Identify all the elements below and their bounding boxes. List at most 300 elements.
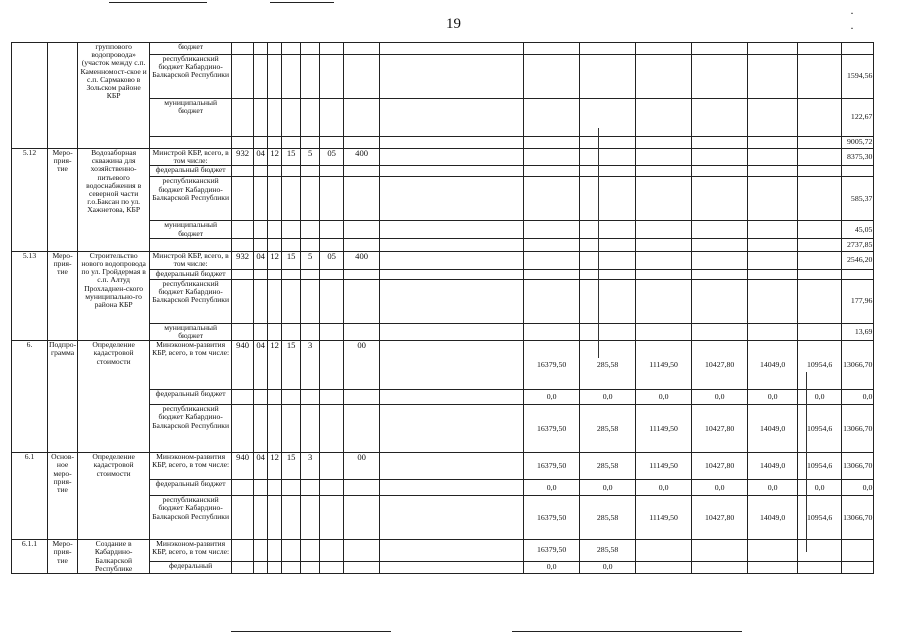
- value-cell: 0,0: [798, 480, 842, 496]
- bottom-rule-left: [231, 631, 391, 632]
- value-cell: [748, 251, 798, 269]
- budget-code: 12: [268, 341, 282, 390]
- row-name: Определение кадастровой стоимости: [78, 453, 150, 540]
- value-cell: [580, 269, 636, 279]
- value-cell: 10954,6: [798, 496, 842, 540]
- budget-code: [232, 137, 254, 149]
- total-cell: [842, 43, 874, 55]
- value-cell: [524, 43, 580, 55]
- budget-code: [344, 43, 380, 55]
- value-cell: [524, 251, 580, 269]
- budget-code: [232, 405, 254, 453]
- value-cell: [748, 55, 798, 99]
- budget-code: 04: [254, 341, 268, 390]
- value-cell: [524, 137, 580, 149]
- value-cell: [636, 238, 692, 251]
- value-cell: 11149,50: [636, 453, 692, 480]
- value-cell: 16379,50: [524, 341, 580, 390]
- budget-code: [268, 55, 282, 99]
- funding-source: федеральный бюджет: [150, 166, 232, 177]
- value-cell: [798, 55, 842, 99]
- budget-code: [320, 390, 344, 405]
- budget-code: [282, 279, 301, 323]
- spacer-cell: [380, 149, 524, 166]
- budget-code: [254, 323, 268, 340]
- budget-code: [254, 390, 268, 405]
- budget-code: [268, 323, 282, 340]
- value-cell: [692, 149, 748, 166]
- budget-code: [268, 390, 282, 405]
- budget-code: [344, 99, 380, 137]
- budget-code: [282, 540, 301, 562]
- total-cell: [842, 166, 874, 177]
- row-kind: Основ-ное меро-прия-тие: [48, 453, 78, 540]
- value-cell: 14049,0: [748, 405, 798, 453]
- value-cell: 10427,80: [692, 341, 748, 390]
- value-cell: 0,0: [580, 480, 636, 496]
- budget-code: [301, 480, 320, 496]
- spacer-cell: [380, 238, 524, 251]
- value-cell: 11149,50: [636, 341, 692, 390]
- budget-code: [320, 99, 344, 137]
- value-cell: [692, 540, 748, 562]
- total-cell: 13066,70: [842, 405, 874, 453]
- value-cell: [580, 238, 636, 251]
- value-cell: [798, 166, 842, 177]
- row-kind: Меро-прия-тие: [48, 251, 78, 340]
- budget-code: [282, 405, 301, 453]
- budget-code: 05: [320, 149, 344, 166]
- value-cell: [798, 279, 842, 323]
- value-cell: 11149,50: [636, 405, 692, 453]
- funding-source: республиканский бюджет Кабардино-Балкарской Республики: [150, 496, 232, 540]
- funding-source: муниципальный бюджет: [150, 323, 232, 340]
- budget-code: [282, 480, 301, 496]
- budget-code: 400: [344, 149, 380, 166]
- value-cell: 0,0: [580, 561, 636, 573]
- budget-code: [254, 405, 268, 453]
- value-cell: 16379,50: [524, 453, 580, 480]
- spacer-cell: [380, 390, 524, 405]
- value-cell: [580, 43, 636, 55]
- budget-code: [320, 238, 344, 251]
- total-cell: 0,0: [842, 390, 874, 405]
- budget-code: 932: [232, 251, 254, 269]
- budget-code: [320, 453, 344, 480]
- value-cell: [798, 561, 842, 573]
- budget-code: [320, 43, 344, 55]
- budget-code: [232, 323, 254, 340]
- budget-code: [268, 137, 282, 149]
- value-cell: 16379,50: [524, 496, 580, 540]
- value-cell: [636, 323, 692, 340]
- budget-code: [301, 269, 320, 279]
- value-cell: [580, 137, 636, 149]
- budget-code: [344, 496, 380, 540]
- budget-code: [320, 221, 344, 238]
- value-cell: [798, 149, 842, 166]
- row-name: Определение кадастровой стоимости: [78, 341, 150, 453]
- funding-source: федеральный: [150, 561, 232, 573]
- value-cell: 285,58: [580, 405, 636, 453]
- value-cell: [580, 251, 636, 269]
- value-cell: [692, 561, 748, 573]
- row-number: 6.1: [12, 453, 48, 540]
- value-cell: [748, 43, 798, 55]
- value-cell: [748, 269, 798, 279]
- value-cell: [798, 269, 842, 279]
- budget-code: [320, 279, 344, 323]
- budget-code: [232, 55, 254, 99]
- budget-code: [254, 99, 268, 137]
- budget-code: [254, 269, 268, 279]
- budget-code: [282, 323, 301, 340]
- budget-code: 00: [344, 341, 380, 390]
- budget-code: [344, 279, 380, 323]
- budget-code: [320, 480, 344, 496]
- budget-code: [301, 99, 320, 137]
- value-cell: [692, 323, 748, 340]
- row-number: 5.12: [12, 149, 48, 252]
- value-cell: [580, 323, 636, 340]
- budget-code: 5: [301, 149, 320, 166]
- budget-code: [301, 43, 320, 55]
- value-cell: 0,0: [748, 480, 798, 496]
- budget-code: [232, 269, 254, 279]
- budget-code: [268, 279, 282, 323]
- budget-code: [282, 177, 301, 221]
- budget-code: [301, 166, 320, 177]
- budget-code: [254, 238, 268, 251]
- value-cell: [580, 149, 636, 166]
- budget-code: [254, 166, 268, 177]
- funding-source: Минэконом-развития КБР, всего, в том числе:: [150, 453, 232, 480]
- total-cell: 8375,30: [842, 149, 874, 166]
- budget-code: [254, 43, 268, 55]
- value-cell: [748, 177, 798, 221]
- corner-marks: · ·: [850, 6, 876, 35]
- budget-code: [301, 137, 320, 149]
- funding-source: республиканский бюджет Кабардино-Балкарской Республики: [150, 55, 232, 99]
- budget-code: [344, 323, 380, 340]
- budget-code: [282, 99, 301, 137]
- funding-source: федеральный бюджет: [150, 480, 232, 496]
- row-number: [12, 43, 48, 149]
- value-cell: 285,58: [580, 496, 636, 540]
- total-cell: 13066,70: [842, 453, 874, 480]
- total-cell: 2546,20: [842, 251, 874, 269]
- value-cell: [524, 166, 580, 177]
- budget-code: 932: [232, 149, 254, 166]
- spacer-cell: [380, 405, 524, 453]
- funding-source: республиканский бюджет Кабардино-Балкарской Республики: [150, 279, 232, 323]
- value-cell: [580, 55, 636, 99]
- budget-code: 3: [301, 453, 320, 480]
- budget-code: [301, 55, 320, 99]
- budget-code: [282, 390, 301, 405]
- page-number: 19: [446, 16, 461, 32]
- funding-source: Минстрой КБР, всего, в том числе:: [150, 251, 232, 269]
- budget-code: [301, 238, 320, 251]
- table-row: [12, 251, 874, 269]
- budget-code: [232, 43, 254, 55]
- row-name: Создание в Кабардино-Балкарской Республике: [78, 540, 150, 574]
- budget-code: [344, 166, 380, 177]
- budget-code: [301, 323, 320, 340]
- value-cell: [636, 269, 692, 279]
- spacer-cell: [380, 453, 524, 480]
- value-cell: [636, 540, 692, 562]
- funding-source: республиканский бюджет Кабардино-Балкарской Республики: [150, 405, 232, 453]
- value-cell: 11149,50: [636, 496, 692, 540]
- budget-code: [232, 480, 254, 496]
- funding-source: Минэконом-развития КБР, всего, в том числе:: [150, 540, 232, 562]
- budget-code: [232, 99, 254, 137]
- budget-code: [268, 221, 282, 238]
- value-cell: [692, 269, 748, 279]
- row-number: 5.13: [12, 251, 48, 340]
- value-cell: [798, 323, 842, 340]
- value-cell: [692, 55, 748, 99]
- value-cell: 14049,0: [748, 496, 798, 540]
- value-cell: 0,0: [692, 390, 748, 405]
- budget-code: [344, 221, 380, 238]
- funding-source: федеральный бюджет: [150, 269, 232, 279]
- value-cell: 10427,80: [692, 496, 748, 540]
- budget-code: [268, 43, 282, 55]
- value-cell: [524, 99, 580, 137]
- value-cell: [692, 221, 748, 238]
- budget-code: [232, 166, 254, 177]
- value-cell: 10427,80: [692, 453, 748, 480]
- top-rule-right: [270, 2, 334, 3]
- budget-code: [301, 221, 320, 238]
- value-cell: [748, 279, 798, 323]
- budget-code: [282, 269, 301, 279]
- row-number: 6.: [12, 341, 48, 453]
- budget-code: [282, 561, 301, 573]
- budget-code: [344, 390, 380, 405]
- budget-code: [320, 496, 344, 540]
- budget-code: [301, 279, 320, 323]
- budget-table: [11, 42, 874, 574]
- budget-code: [254, 177, 268, 221]
- value-cell: [798, 540, 842, 562]
- spacer-cell: [380, 561, 524, 573]
- value-cell: [636, 177, 692, 221]
- table-row: [12, 540, 874, 562]
- budget-code: [268, 269, 282, 279]
- spacer-cell: [380, 177, 524, 221]
- row-kind: Меро-прия-тие: [48, 149, 78, 252]
- value-cell: [798, 137, 842, 149]
- total-cell: 585,37: [842, 177, 874, 221]
- budget-code: [232, 177, 254, 221]
- row-kind: Меро-прия-тие: [48, 540, 78, 574]
- scan-artifact-line: [598, 128, 599, 358]
- budget-code: 04: [254, 453, 268, 480]
- budget-code: 12: [268, 149, 282, 166]
- value-cell: 10427,80: [692, 405, 748, 453]
- spacer-cell: [380, 55, 524, 99]
- budget-code: [232, 561, 254, 573]
- total-cell: 0,0: [842, 480, 874, 496]
- budget-code: 3: [301, 341, 320, 390]
- funding-source: Минэконом-развития КБР, всего, в том числе:: [150, 341, 232, 390]
- budget-code: 12: [268, 251, 282, 269]
- budget-code: [232, 279, 254, 323]
- value-cell: [580, 279, 636, 323]
- row-name: Водозаборная скважина для хозяйственно-питьевого водоснабжения в северной части г.о.Баксан по ул. Хажнетова, КБР: [78, 149, 150, 252]
- budget-code: [282, 221, 301, 238]
- budget-code: [232, 238, 254, 251]
- budget-code: [320, 166, 344, 177]
- value-cell: 0,0: [798, 390, 842, 405]
- value-cell: [524, 238, 580, 251]
- total-cell: 13066,70: [842, 496, 874, 540]
- value-cell: 0,0: [748, 390, 798, 405]
- total-cell: [842, 540, 874, 562]
- budget-code: [254, 496, 268, 540]
- budget-code: [301, 390, 320, 405]
- value-cell: [524, 177, 580, 221]
- value-cell: [580, 166, 636, 177]
- spacer-cell: [380, 221, 524, 238]
- value-cell: [636, 561, 692, 573]
- budget-code: [268, 238, 282, 251]
- budget-code: [268, 99, 282, 137]
- budget-code: [268, 405, 282, 453]
- funding-source: федеральный бюджет: [150, 390, 232, 405]
- value-cell: [524, 55, 580, 99]
- budget-code: [282, 55, 301, 99]
- spacer-cell: [380, 496, 524, 540]
- value-cell: [748, 561, 798, 573]
- value-cell: 0,0: [524, 561, 580, 573]
- budget-code: [301, 540, 320, 562]
- total-cell: [842, 269, 874, 279]
- budget-code: [344, 55, 380, 99]
- value-cell: [798, 177, 842, 221]
- value-cell: [636, 251, 692, 269]
- row-number: 6.1.1: [12, 540, 48, 574]
- spacer-cell: [380, 43, 524, 55]
- value-cell: 10954,6: [798, 341, 842, 390]
- budget-code: [268, 540, 282, 562]
- value-cell: [580, 221, 636, 238]
- value-cell: [636, 99, 692, 137]
- value-cell: [636, 149, 692, 166]
- budget-code: 5: [301, 251, 320, 269]
- value-cell: [636, 279, 692, 323]
- budget-code: [320, 405, 344, 453]
- budget-code: [254, 221, 268, 238]
- budget-code: 15: [282, 453, 301, 480]
- scan-artifact-line-2: [806, 372, 807, 552]
- spacer-cell: [380, 480, 524, 496]
- total-cell: 2737,85: [842, 238, 874, 251]
- value-cell: [524, 279, 580, 323]
- budget-code: [344, 177, 380, 221]
- spacer-cell: [380, 269, 524, 279]
- spacer-cell: [380, 99, 524, 137]
- value-cell: [748, 99, 798, 137]
- total-cell: [842, 561, 874, 573]
- budget-code: [301, 561, 320, 573]
- value-cell: 0,0: [636, 480, 692, 496]
- budget-code: 04: [254, 251, 268, 269]
- value-cell: [798, 238, 842, 251]
- budget-code: [254, 137, 268, 149]
- value-cell: [748, 137, 798, 149]
- funding-source: бюджет: [150, 43, 232, 55]
- budget-code: [268, 561, 282, 573]
- value-cell: [636, 137, 692, 149]
- budget-code: [344, 540, 380, 562]
- total-cell: 13,69: [842, 323, 874, 340]
- value-cell: [748, 149, 798, 166]
- budget-code: [320, 55, 344, 99]
- funding-source: Минстрой КБР, всего, в том числе:: [150, 149, 232, 166]
- value-cell: 16379,50: [524, 405, 580, 453]
- value-cell: 10954,6: [798, 453, 842, 480]
- total-cell: 45,05: [842, 221, 874, 238]
- value-cell: 285,58: [580, 453, 636, 480]
- bottom-rule-right: [512, 631, 742, 632]
- value-cell: [798, 99, 842, 137]
- value-cell: [524, 269, 580, 279]
- spacer-cell: [380, 279, 524, 323]
- budget-code: [320, 269, 344, 279]
- spacer-cell: [380, 251, 524, 269]
- value-cell: 16379,50: [524, 540, 580, 562]
- total-cell: 1594,56: [842, 55, 874, 99]
- budget-code: [320, 540, 344, 562]
- value-cell: 0,0: [636, 390, 692, 405]
- row-name: Строительство нового водопровода по ул. Гройдермая в с.п. Алтуд Прохладнен-ского муниципально-го района КБР: [78, 251, 150, 340]
- spacer-cell: [380, 540, 524, 562]
- budget-code: [282, 496, 301, 540]
- budget-code: [344, 561, 380, 573]
- budget-code: 940: [232, 341, 254, 390]
- budget-code: 940: [232, 453, 254, 480]
- table-row: [12, 453, 874, 480]
- total-cell: 122,67: [842, 99, 874, 137]
- table-row: [12, 43, 874, 55]
- total-cell: 13066,70: [842, 341, 874, 390]
- budget-code: [344, 137, 380, 149]
- budget-code: [268, 480, 282, 496]
- table-row: [12, 149, 874, 166]
- value-cell: 0,0: [692, 480, 748, 496]
- spacer-cell: [380, 341, 524, 390]
- budget-code: [282, 137, 301, 149]
- budget-code: 15: [282, 149, 301, 166]
- row-kind: [48, 43, 78, 149]
- spacer-cell: [380, 166, 524, 177]
- budget-code: [301, 405, 320, 453]
- row-name: группового водопровода» (участок между с.п. Каменномост-ское и с.п. Сармаково в Зольском районе КБР: [78, 43, 150, 149]
- total-cell: 9005,72: [842, 137, 874, 149]
- value-cell: [692, 177, 748, 221]
- funding-source: муниципальный бюджет: [150, 99, 232, 137]
- budget-code: [282, 166, 301, 177]
- value-cell: 0,0: [524, 390, 580, 405]
- budget-code: [268, 166, 282, 177]
- funding-source: [150, 137, 232, 149]
- budget-code: [320, 137, 344, 149]
- budget-code: [254, 55, 268, 99]
